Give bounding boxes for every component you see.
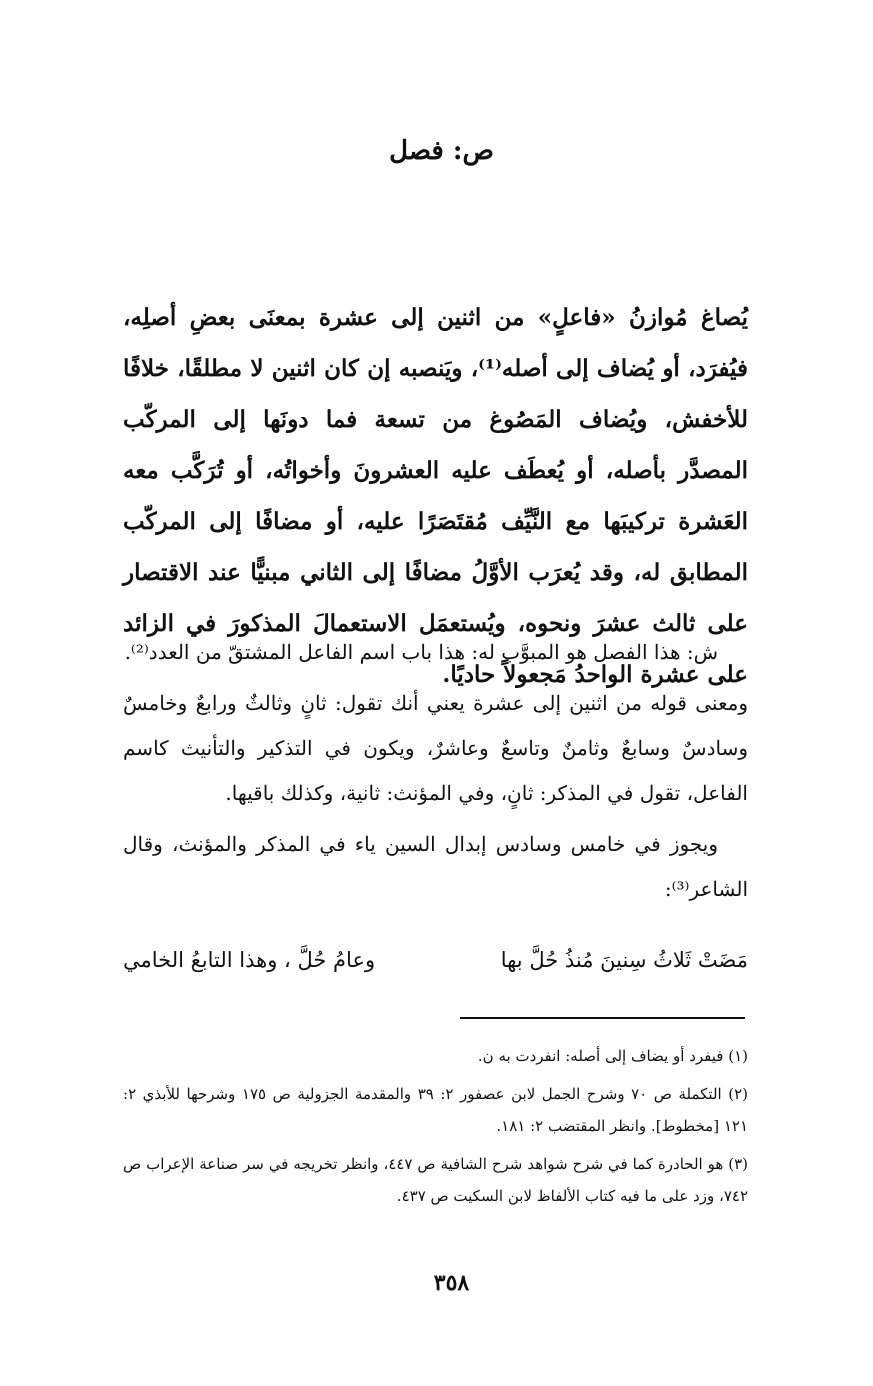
commentary-paragraph: ش: هذا الفصل هو المبوَّب له: هذا باب اسم الفاعل المشتقّ من العدد⁽²⁾. bbox=[124, 640, 718, 664]
footnotes bbox=[123, 1040, 748, 1218]
footnote: (٣) هو الحادرة كما في شرح شواهد شرح الشافية ص ٤٤٧، وانظر تخريجه في سر صناعة الإعراب ص ٧٤٢، وزد على ما فيه كتاب الألفاظ لابن السكيت ص ٤٣٧. bbox=[123, 1155, 748, 1205]
commentary-paragraph: ومعنى قوله من اثنين إلى عشرة يعني أنك تقول: ثانٍ وثالثٌ ورابعٌ وخامسٌ وسادسٌ وسابعٌ وثامنٌ وتاسعٌ وعاشرٌ، ويكون في التذكير والتأنيث كاسم الفاعل، تقول في المذكر: ثانٍ، وفي المؤنث: ثانية، وكذلك باقيها. bbox=[123, 691, 748, 805]
verse-second-hemistich: وعامُ حُلَّ ، وهذا التابعُ الخامي bbox=[123, 948, 376, 972]
verse-first-hemistich: مَضَتْ ثَلاثُ سِنينَ مُنذُ حُلَّ بها bbox=[500, 948, 748, 972]
footnote: (٢) التكملة ص ٧٠ وشرح الجمل لابن عصفور ٢: ٣٩ والمقدمة الجزولية ص ١٧٥ وشرحها للأبذي ٢: ١٢١ [مخطوط]. وانظر المقتضب ٢: ١٨١. bbox=[123, 1085, 749, 1135]
poetry-verse bbox=[123, 940, 748, 980]
commentary bbox=[123, 630, 748, 912]
footnote: (١) فيفرد أو يضاف إلى أصله: انفردت به ن. bbox=[477, 1047, 748, 1065]
section-heading: ص: فصل bbox=[389, 136, 494, 166]
main-text: يُصاغ مُوازنُ «فاعلٍ» من اثنين إلى عشرة بمعنَى بعضِ أصلِه، فيُفرَد، أو يُضاف إلى أصله⁽¹⁾، ويَنصبه إن كان اثنين لا مطلقًا، خلافًا للأخفش، ويُضاف المَصُوغ من تسعة فما دونَها إلى المركّب المصدَّر بأصله، أو يُعطَف عليه العشرونَ وأخواتُه، أو تُرَكَّب معه العَشرة تركيبَها مع النَّيِّف مُقتَصَرًا عليه، أو مضافًا إلى المركّب المطابق له، وقد يُعرَب الأوَّلُ مضافًا إلى الثاني مبنيًّا عند الاقتصار على ثالث عشرَ ونحوه، ويُستعمَل الاستعمالَ المذكورَ في الزائد على عشرة الواحدُ مَجعولاً حاديًا. bbox=[123, 304, 748, 688]
page-number: ٣٥٨ bbox=[433, 1270, 470, 1296]
footnote-separator bbox=[460, 1017, 745, 1019]
commentary-paragraph: ويجوز في خامس وسادس إبدال السين ياء في المذكر والمؤنث، وقال الشاعر⁽³⁾: bbox=[123, 832, 748, 901]
